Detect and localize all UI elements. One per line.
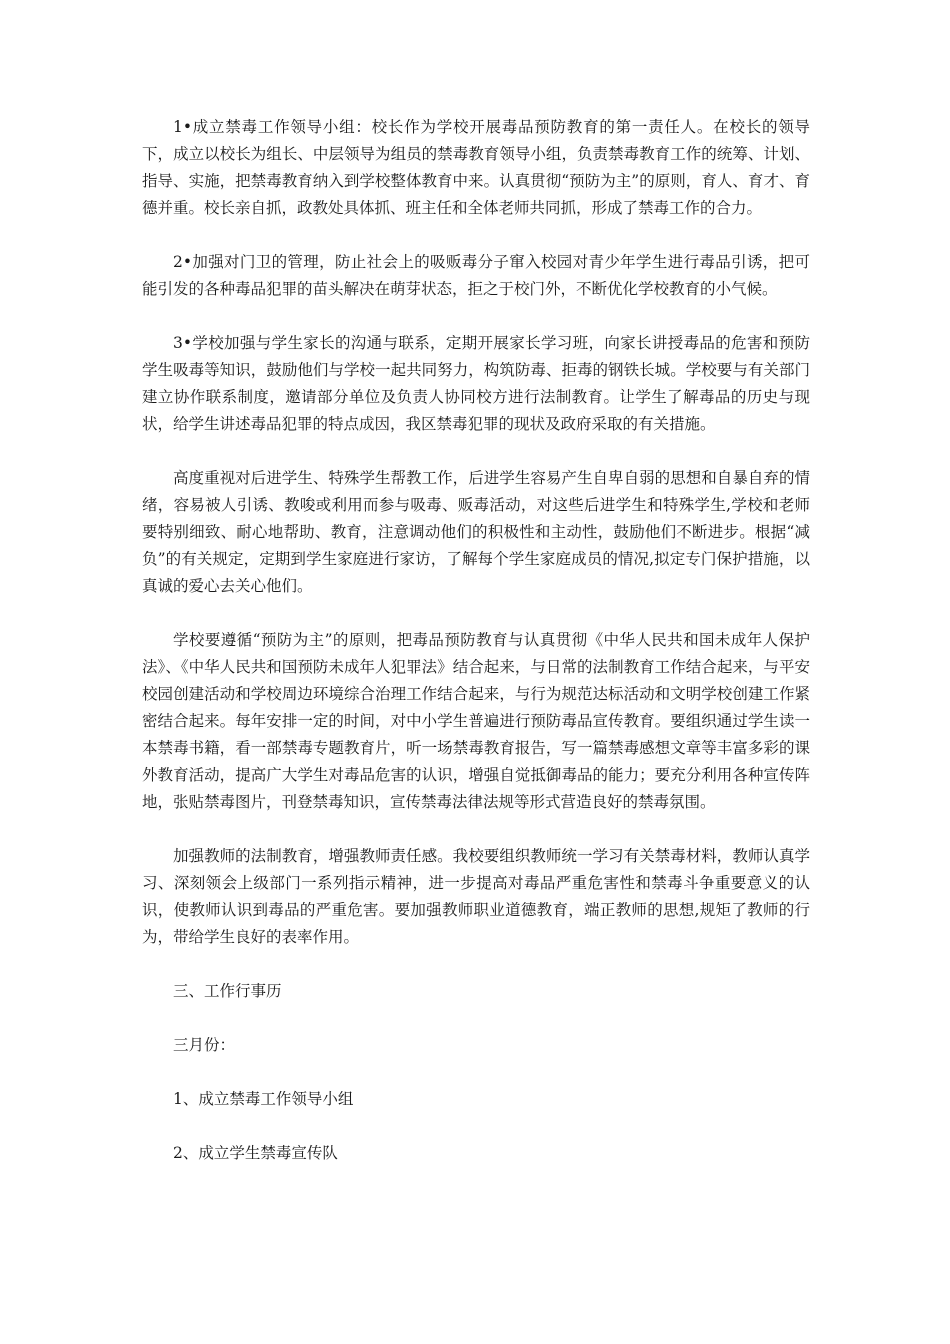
paragraph-teacher-education: 加强教师的法制教育，增强教师责任感。我校要组织教师统一学习有关禁毒材料，教师认真学习、深刻领会上级部门一系列指示精神，进一步提高对毒品严重危害性和禁毒斗争重要意义的认识，使教师认识到毒品的严重危害。要加强教师职业道德教育，端正教师的思想,规矩了教师的行为，带给学生良好的表率作用。 [142,847,810,946]
month-label-march: 三月份： [173,1036,236,1054]
list-item: 2、成立学生禁毒宣传队 [173,1144,338,1162]
paragraph-leadership-group: 1•成立禁毒工作领导小组：校长作为学校开展毒品预防教育的第一责任人。在校长的领导下，成立以校长为组长、中层领导为组员的禁毒教育领导小组，负责禁毒教育工作的统筹、计划、指导、实施，把禁毒教育纳入到学校整体教育中来。认真贯彻“预防为主”的原则，育人、育才、育德并重。校长亲自抓，政教处具体抓、班主任和全体老师共同抓，形成了禁毒工作的合力。 [142,118,810,217]
list-item: 1、成立禁毒工作领导小组 [173,1090,354,1108]
paragraph-parents: 3•学校加强与学生家长的沟通与联系，定期开展家长学习班，向家长讲授毒品的危害和预防学生吸毒等知识，鼓励他们与学校一起共同努力，构筑防毒、拒毒的钢铁长城。学校要与有关部门建立协作联系制度，邀请部分单位及负责人协同校方进行法制教育。让学生了解毒品的历史与现状，给学生讲述毒品犯罪的特点成因，我区禁毒犯罪的现状及政府采取的有关措施。 [142,334,810,433]
paragraph-special-students: 高度重视对后进学生、特殊学生帮教工作，后进学生容易产生自卑自弱的思想和自暴自弃的情绪，容易被人引诱、教唆或利用而参与吸毒、贩毒活动，对这些后进学生和特殊学生,学校和老师要特别细致、耐心地帮助、教育，注意调动他们的积极性和主动性，鼓励他们不断进步。根据“减负”的有关规定，定期到学生家庭进行家访，了解每个学生家庭成员的情况,拟定专门保护措施，以真诚的爱心去关心他们。 [142,469,810,595]
paragraph-gatekeeper: 2•加强对门卫的管理，防止社会上的吸贩毒分子窜入校园对青少年学生进行毒品引诱，把可能引发的各种毒品犯罪的苗头解决在萌芽状态，拒之于校门外，不断优化学校教育的小气候。 [142,253,810,298]
paragraph-prevention-principle: 学校要遵循“预防为主”的原则，把毒品预防教育与认真贯彻《中华人民共和国未成年人保护法》、《中华人民共和国预防未成年人犯罪法》结合起来，与日常的法制教育工作结合起来，与平安校园创建活动和学校周边环境综合治理工作结合起来，与行为规范达标活动和文明学校创建工作紧密结合起来。每年安排一定的时间，对中小学生普遍进行预防毒品宣传教育。要组织通过学生读一本禁毒书籍，看一部禁毒专题教育片，听一场禁毒教育报告，写一篇禁毒感想文章等丰富多彩的课外教育活动，提高广大学生对毒品危害的认识，增强自觉抵御毒品的能力；要充分利用各种宣传阵地，张贴禁毒图片，刊登禁毒知识，宣传禁毒法律法规等形式营造良好的禁毒氛围。 [142,631,810,811]
document-body [142,114,810,1194]
section-heading-schedule: 三、工作行事历 [173,982,282,1000]
